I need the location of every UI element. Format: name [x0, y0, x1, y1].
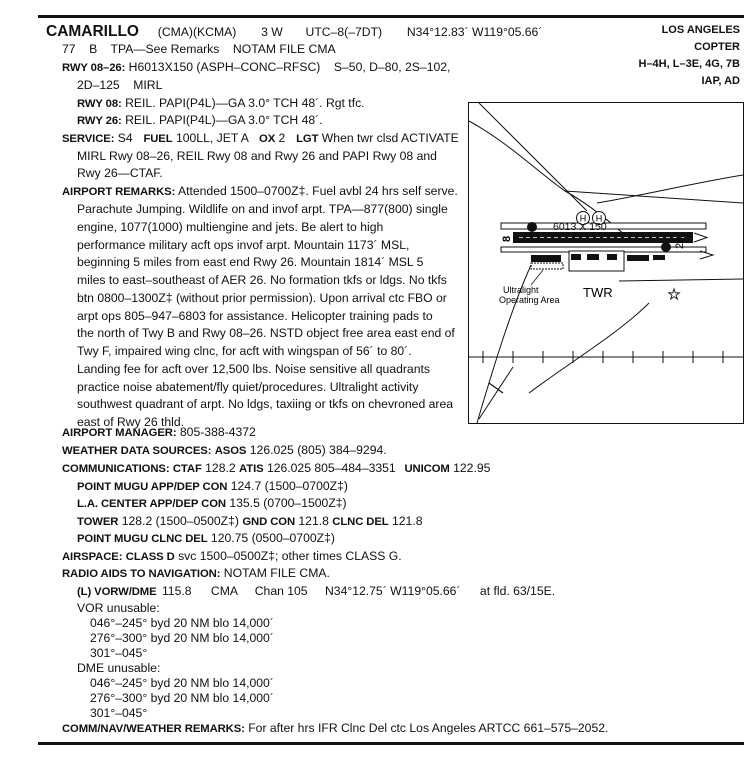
pm-clnc-label: POINT MUGU CLNC DEL	[77, 533, 208, 545]
service-label: SERVICE:	[62, 133, 115, 145]
road-upper-east	[597, 175, 743, 203]
tower-label: TWR	[583, 285, 613, 300]
header-line	[46, 24, 542, 40]
fuel-value: 100LL, JET A	[175, 131, 249, 145]
service-line-2: MIRL Rwy 08–26, REIL Rwy 08 and Rwy 26 and PAPI Rwy 08 and	[77, 149, 437, 163]
lgt-label: LGT	[296, 133, 319, 145]
remarks-line: btn 0800–1300Z‡ (without prior permission). Upon arrival ctc FBO or	[77, 290, 447, 305]
remarks-first: Attended 1500–0700Z‡. Fuel avbl 24 hrs self serve.	[177, 184, 458, 198]
road-crossing-mark	[489, 383, 503, 393]
papi-08-marker	[527, 222, 537, 232]
remarks-line: Twy F, impaired wing clnc, for acft with wingspan of 56´ to 80´.	[77, 344, 412, 358]
remarks-label: AIRPORT REMARKS:	[62, 186, 176, 198]
chevron-area	[694, 233, 707, 242]
remarks-line: Parachute Jumping. Wildlife on and invof arpt. TPA—877(800) single	[77, 202, 448, 216]
remarks-line: engine, 1077(1000) multiengine and jets. Be alert to high	[77, 219, 384, 234]
tower-label: TOWER	[77, 516, 119, 528]
runway-end-08	[77, 96, 365, 112]
rwy-08-text: REIL. PAPI(P4L)—GA 3.0° TCH 48´. Rgt tfc.	[125, 96, 365, 110]
chart-ref-3: H–4H, L–3E, 4G, 7B	[638, 58, 740, 70]
airspace-value: svc 1500–0500Z‡; other times CLASS G.	[178, 549, 402, 563]
remarks-line: performance military acft ops invof arpt. Mountain 1173´ MSL,	[77, 237, 410, 252]
helipad-1-label: H	[579, 213, 587, 224]
unicom-freq: 122.95	[453, 461, 491, 475]
bottom-rule	[38, 742, 744, 745]
helipad-2-label: H	[595, 213, 603, 224]
class-d-label: CLASS D	[125, 551, 175, 563]
building	[653, 255, 665, 260]
ultralight-area	[531, 263, 563, 269]
road-crossing	[479, 367, 513, 419]
tower-freq: 128.2 (1500–0500Z‡)	[121, 514, 239, 528]
rotating-beacon-icon: ★	[667, 286, 681, 302]
runway-dims: 6013 X 150	[553, 221, 607, 233]
pm-app-label: POINT MUGU APP/DEP CON	[77, 481, 228, 493]
comm-remarks-label: COMM/NAV/WEATHER REMARKS:	[62, 723, 245, 735]
road-lower-east	[619, 279, 743, 281]
comms-line-5	[77, 531, 335, 547]
rwy-08-label: RWY 08:	[77, 98, 122, 110]
runway-label: RWY 08–26:	[62, 62, 126, 74]
atis-label: ATIS	[239, 463, 264, 475]
chart-ref-2: COPTER	[694, 41, 740, 53]
dme-unusable-label: DME unusable:	[77, 661, 161, 675]
remarks-line: miles to east–southeast of AER 26. No formation tkfs or ldgs. No tkfs	[77, 273, 447, 287]
comm-remarks-value: For after hrs IFR Clnc Del ctc Los Angeles ARTCC 661–575–2052.	[248, 721, 609, 735]
manager-label: AIRPORT MANAGER:	[62, 427, 177, 439]
road-east-diagonal	[565, 191, 743, 203]
comms-line-3	[77, 496, 347, 512]
runway-line-1	[62, 60, 450, 76]
ultralight-leader	[531, 270, 543, 285]
vor-channel: Chan 105	[254, 584, 308, 598]
ctaf-label: CTAF	[172, 463, 202, 475]
radio-value: NOTAM FILE CMA.	[223, 566, 330, 580]
comms-line-1	[62, 461, 490, 477]
remarks-line: Landing fee for acft over 12,500 lbs. Noise sensitive all quadrants	[77, 361, 430, 376]
dme-unusable-1: 046°–245° byd 20 NM blo 14,000´	[90, 676, 274, 690]
vor-line	[77, 584, 555, 600]
la-center-freq: 135.5 (0700–1500Z‡)	[229, 496, 347, 510]
remarks-body	[77, 202, 455, 433]
vor-unusable-3: 301°–045°	[90, 646, 148, 660]
vor-unusable-label: VOR unusable:	[77, 601, 160, 615]
road-southeast	[529, 303, 649, 393]
comms-label: COMMUNICATIONS:	[62, 463, 170, 475]
manager-line	[62, 425, 256, 441]
la-center-label: L.A. CENTER APP/DEP CON	[77, 498, 226, 510]
runway-spec: H6013X150 (ASPH–CONC–RFSC) S–50, D–80, 2S–102,	[128, 60, 451, 74]
dme-unusable-2: 276°–300° byd 20 NM blo 14,000´	[90, 691, 274, 705]
weather-value: 126.025 (805) 384–9294.	[249, 443, 387, 457]
airport-coords: N34°12.83´ W119°05.66´	[406, 25, 543, 39]
airport-diagram	[468, 102, 744, 424]
utc-offset: UTC–8(–7DT)	[305, 25, 383, 39]
ultralight-label-2: Operating Area	[499, 295, 560, 305]
airport-ids: (CMA)(KCMA)	[157, 25, 237, 39]
building	[531, 255, 561, 262]
rwy-end-08: 8	[501, 235, 513, 242]
asos-label: ASOS	[214, 445, 247, 457]
radio-line	[62, 566, 330, 582]
remarks-line: beginning 5 miles from east end Rwy 26. Mountain 1814´ MSL 5	[77, 255, 424, 270]
weather-line	[62, 443, 387, 459]
vor-unusable-2: 276°–300° byd 20 NM blo 14,000´	[90, 631, 274, 645]
road-northwest	[469, 121, 565, 191]
airport-diagram-svg	[469, 103, 743, 423]
remarks-line-1	[62, 184, 458, 200]
dme-unusable-3: 301°–045°	[90, 706, 148, 720]
remarks-line: practice noise abatement/fly quiet/procedures. Ultralight activity	[77, 379, 419, 394]
rwy-end-26: 26	[674, 236, 686, 249]
fuel-label: FUEL	[143, 133, 173, 145]
remarks-line: east of Rwy 26 thld.	[77, 415, 185, 429]
header-line-2: 77 B TPA—See Remarks NOTAM FILE CMA	[62, 42, 336, 56]
building	[587, 254, 599, 260]
remarks-line: arpt ops 805–947–6803 for assistance. Helicopter training pads to	[77, 308, 433, 323]
vor-unusable-1: 046°–245° byd 20 NM blo 14,000´	[90, 616, 274, 630]
atis-freq: 126.025 805–484–3351	[266, 461, 396, 475]
distance: 3 W	[261, 25, 283, 39]
gnd-label: GND CON	[242, 516, 296, 528]
clnc-freq: 121.8	[392, 514, 423, 528]
comms-line-4	[77, 514, 423, 530]
chart-references	[639, 22, 741, 90]
runway-end-26	[77, 113, 323, 129]
vor-coords: N34°12.75´ W119°05.66´	[324, 584, 461, 598]
vor-field: at fld. 63/15E.	[479, 584, 556, 598]
comms-line-2	[77, 479, 348, 495]
weather-label: WEATHER DATA SOURCES:	[62, 445, 212, 457]
building	[627, 255, 649, 261]
airspace-label: AIRSPACE:	[62, 551, 123, 563]
building	[571, 254, 581, 260]
lgt-value: When twr clsd ACTIVATE	[321, 131, 459, 145]
gnd-freq: 121.8	[298, 514, 329, 528]
clnc-label: CLNC DEL	[332, 516, 389, 528]
vor-label: (L) VORW/DME	[77, 586, 157, 598]
airspace-line	[62, 549, 402, 565]
ox-value: 2	[278, 131, 286, 145]
rwy-26-text: REIL. PAPI(P4L)—GA 3.0° TCH 48´.	[125, 113, 323, 127]
service-line-1	[62, 131, 459, 147]
top-rule	[38, 15, 744, 18]
vor-freq: 115.8	[161, 584, 192, 598]
building	[607, 254, 617, 260]
pm-clnc-freq: 120.75 (0500–0700Z‡)	[210, 531, 335, 545]
service-s: S4	[117, 131, 133, 145]
comm-remarks-line	[62, 721, 608, 737]
ctaf-freq: 128.2	[205, 461, 236, 475]
runway-line-2: 2D–125 MIRL	[77, 78, 163, 92]
vor-id: CMA	[210, 584, 238, 598]
chart-ref-4: IAP, AD	[701, 75, 740, 87]
airport-name: CAMARILLO	[46, 23, 139, 40]
ultralight-label-1: Ultralight	[503, 285, 539, 295]
manager-phone: 805-388-4372	[179, 425, 256, 439]
remarks-line: the north of Twy B and Rwy 08–26. NSTD object free area east end of	[77, 326, 455, 341]
ox-label: OX	[259, 133, 276, 145]
chart-ref-1: LOS ANGELES	[661, 24, 740, 36]
pm-app-freq: 124.7 (1500–0700Z‡)	[230, 479, 348, 493]
remarks-line: southwest quadrant of arpt. No ldgs, taxiing or tkfs on chevroned area	[77, 397, 453, 412]
unicom-label: UNICOM	[404, 463, 450, 475]
radio-label: RADIO AIDS TO NAVIGATION:	[62, 568, 221, 580]
rwy-26-label: RWY 26:	[77, 115, 122, 127]
papi-26-marker	[661, 242, 671, 252]
service-line-3: Rwy 26—CTAF.	[77, 166, 163, 180]
